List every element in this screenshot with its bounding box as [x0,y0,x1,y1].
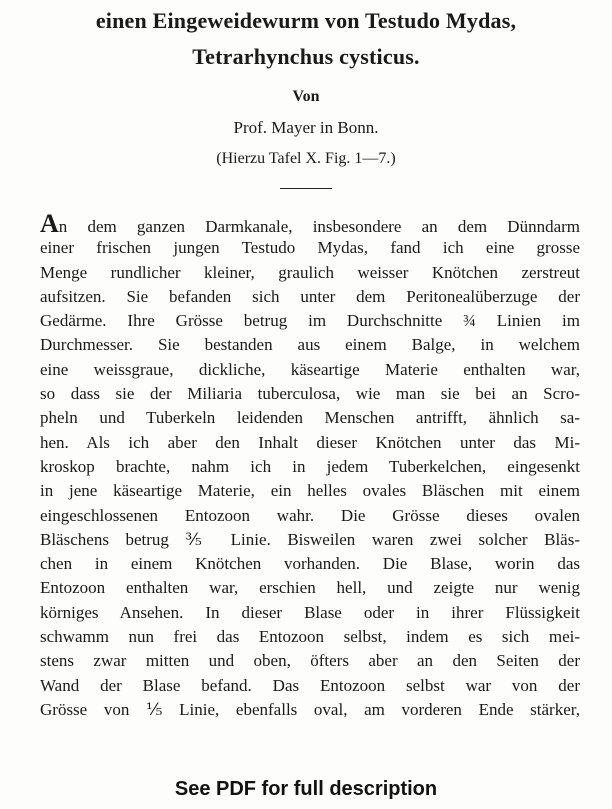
text-line: hen. Als ich aber den Inhalt dieser Knötchen unter das Mi- [40,432,580,452]
text-line: in jene käseartige Materie, ein helles ovales Bläschen mit einem [40,481,580,501]
text-line: kroskop brachte, nahm ich in jedem Tuberkelchen, eingesenkt [40,456,580,476]
title-line-1: einen Eingeweidewurm von Testudo Mydas, [95,8,517,33]
text-line: aufsitzen. Sie befanden sich unter dem Peritonealüberzuge der [40,286,580,306]
text-line: stens zwar mitten und oben, öfters aber an den Seiten der [40,651,580,671]
text-line: körniges Ansehen. In dieser Blase oder in ihrer Flüssigkeit [40,602,580,622]
text-line: Gedärme. Ihre Grösse betrug im Durchschnitte ¾ Linien im [40,311,580,331]
text-line: chen in einem Knötchen vorhanden. Die Blase, worin das [40,554,580,574]
author-line: Prof. Mayer in Bonn. [233,118,379,137]
text-line: eine weissgraue, dickliche, käseartige Materie enthalten war, [40,359,580,379]
title-line-2: Tetrarhynchus cysticus. [192,44,420,69]
text-line: Bläschens betrug ⅗ Linie. Bisweilen waren zwei solcher Bläs- [40,529,580,549]
text-line: Durchmesser. Sie bestanden aus einem Balge, in welchem [40,335,580,355]
text-line: Wand der Blase befand. Das Entozoon selbst war von der [40,675,580,695]
text-line: einer frischen jungen Testudo Mydas, fand ich eine grosse [40,238,580,258]
text-line: Menge rundlicher kleiner, graulich weisser Knötchen zerstreut [40,262,580,282]
body-paragraph [40,212,580,722]
text-line-content: n dem ganzen Darmkanale, insbesondere an dem Dünndarm [58,217,580,236]
text-line: so dass sie der Miliaria tuberculosa, wie man sie bei an Scro- [40,384,580,404]
text-line: schwamm nun frei das Entozoon selbst, indem es sich mei- [40,627,580,647]
text-line: pheln und Tuberkeln leidenden Menschen antrifft, ähnlich sa- [40,408,580,428]
figure-reference: (Hierzu Tafel X. Fig. 1—7.) [216,150,396,167]
byline-von: Von [292,88,320,105]
text-line [40,212,580,236]
pdf-notice: See PDF for full description [174,778,438,800]
text-line: eingeschlossenen Entozoon wahr. Die Grösse dieses ovalen [40,505,580,525]
section-divider [280,188,332,189]
drop-cap: A [40,212,59,237]
text-line: Grösse von ⅕ Linie, ebenfalls oval, am vorderen Ende stärker, [40,699,580,719]
text-line: Entozoon enthalten war, erschien hell, und zeigte nur wenig [40,578,580,598]
